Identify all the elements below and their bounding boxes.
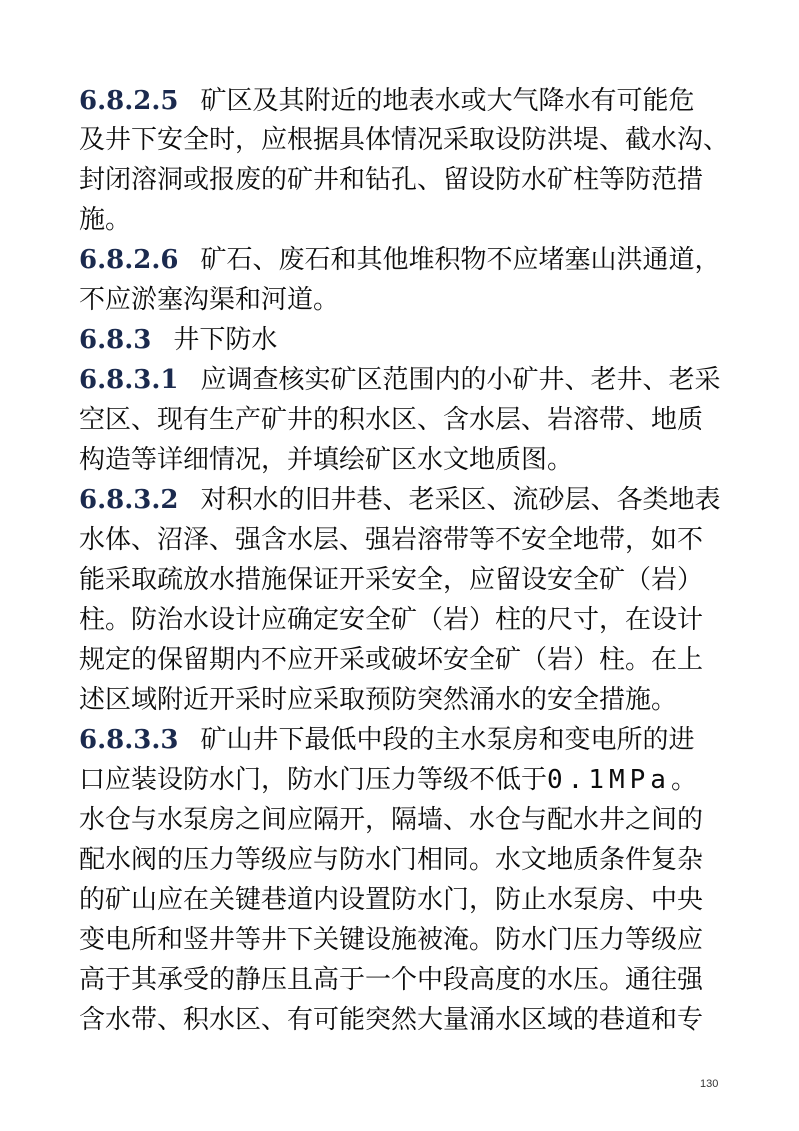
clause-number: 6.8.3 bbox=[79, 325, 152, 355]
clause-text: 矿山井下最低中段的主水泵房和变电所的进 bbox=[200, 725, 695, 755]
clause-text: 的矿山应在关键巷道内设置防水门，防止水泵房、中央 bbox=[79, 885, 704, 915]
text-line bbox=[79, 125, 729, 155]
text-line bbox=[79, 86, 695, 116]
clause-text: 配水阀的压力等级应与防水门相同。水文地质条件复杂 bbox=[79, 845, 704, 875]
clause-number: 6.8.3.2 bbox=[79, 485, 179, 515]
text-line bbox=[79, 605, 703, 635]
clause-text: 变电所和竖井等井下关键设施被淹。防水门压力等级应 bbox=[79, 925, 704, 955]
clause-text: 含水带、积水区、有可能突然大量涌水区域的巷道和专 bbox=[79, 1005, 704, 1035]
clause-text: 构造等详细情况，并填绘矿区水文地质图。 bbox=[79, 445, 574, 475]
clause-text: 。 bbox=[670, 765, 697, 795]
clause-number: 6.8.2.5 bbox=[79, 86, 179, 116]
clause-text: 不应淤塞沟渠和河道。 bbox=[79, 285, 340, 315]
text-line bbox=[79, 205, 131, 235]
clause-text: 对积水的旧井巷、老采区、流砂层、各类地表 bbox=[200, 485, 721, 515]
text-line bbox=[79, 685, 677, 715]
clause-number: 6.8.3.1 bbox=[79, 365, 179, 395]
text-line bbox=[79, 725, 695, 755]
clause-text: 规定的保留期内不应开采或破坏安全矿（岩）柱。在上 bbox=[79, 645, 704, 675]
text-line bbox=[79, 405, 703, 435]
clause-number: 6.8.2.6 bbox=[79, 245, 179, 275]
clause-text: 能采取疏放水措施保证开采安全，应留设安全矿（岩） bbox=[79, 565, 704, 595]
clause-text: 矿石、废石和其他堆积物不应堵塞山洪通道， bbox=[200, 245, 721, 275]
text-line bbox=[79, 1005, 703, 1035]
clause-text: 高于其承受的静压且高于一个中段高度的水压。通往强 bbox=[79, 965, 704, 995]
clause-text: 封闭溶洞或报废的矿井和钻孔、留设防水矿柱等防范措 bbox=[79, 165, 704, 195]
clause-text: 施。 bbox=[79, 205, 132, 235]
text-line bbox=[79, 445, 573, 475]
clause-text: 柱。防治水设计应确定安全矿（岩）柱的尺寸，在设计 bbox=[79, 605, 704, 635]
text-line bbox=[79, 805, 703, 835]
text-line bbox=[79, 925, 703, 955]
text-line bbox=[79, 645, 703, 675]
text-line bbox=[79, 245, 721, 275]
pressure-value: 0.1MPa bbox=[547, 765, 671, 795]
section-heading bbox=[79, 325, 277, 355]
clause-text: 空区、现有生产矿井的积水区、含水层、岩溶带、地质 bbox=[79, 405, 704, 435]
clause-number: 6.8.3.3 bbox=[79, 725, 179, 755]
text-line bbox=[79, 285, 339, 315]
clause-text: 水仓与水泵房之间应隔开，隔墙、水仓与配水井之间的 bbox=[79, 805, 704, 835]
text-line bbox=[79, 365, 721, 395]
clause-text: 矿区及其附近的地表水或大气降水有可能危 bbox=[200, 86, 695, 116]
text-line bbox=[79, 165, 703, 195]
text-line bbox=[79, 485, 721, 515]
text-line bbox=[79, 885, 703, 915]
clause-text: 述区域附近开采时应采取预防突然涌水的安全措施。 bbox=[79, 685, 678, 715]
clause-text: 水体、沼泽、强含水层、强岩溶带等不安全地带，如不 bbox=[79, 525, 704, 555]
text-line bbox=[79, 845, 703, 875]
page-number: 130 bbox=[700, 1078, 719, 1090]
text-line bbox=[79, 765, 697, 795]
text-line bbox=[79, 525, 703, 555]
text-line bbox=[79, 565, 703, 595]
clause-text: 应调查核实矿区范围内的小矿井、老井、老采 bbox=[200, 365, 721, 395]
text-line bbox=[79, 965, 703, 995]
clause-text: 井下防水 bbox=[173, 325, 278, 355]
clause-text: 口应装设防水门，防水门压力等级不低于 bbox=[79, 765, 548, 795]
clause-text: 及井下安全时，应根据具体情况采取设防洪堤、截水沟、 bbox=[79, 125, 730, 155]
